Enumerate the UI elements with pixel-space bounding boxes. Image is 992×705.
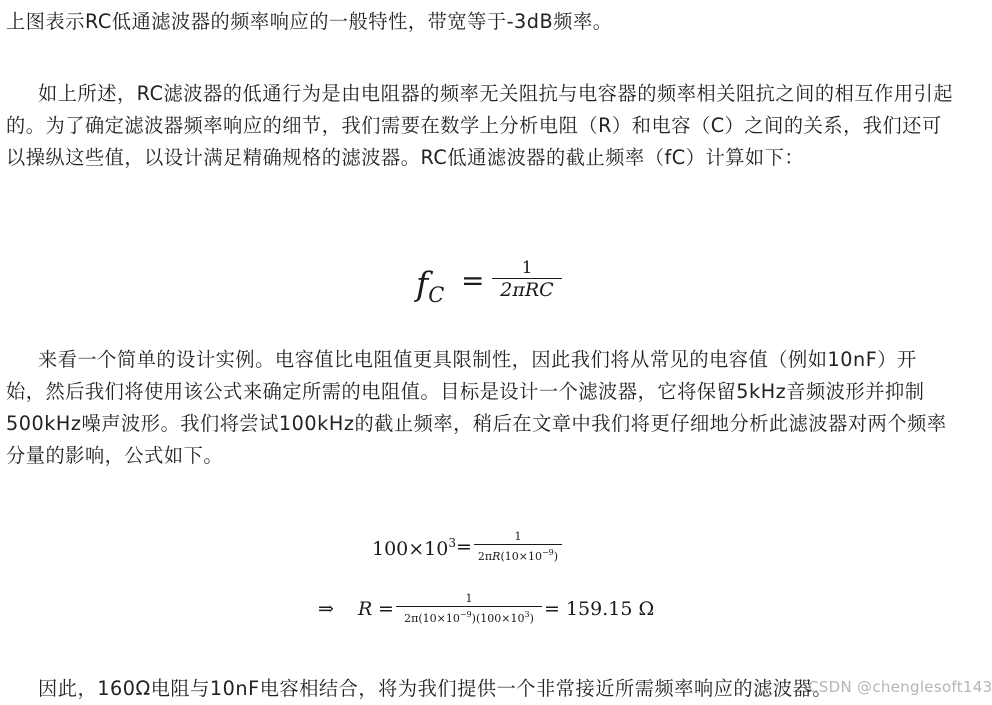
equation-lhs-base: 100×10	[372, 538, 449, 560]
denominator-open: (10×10	[500, 550, 542, 563]
formula-lhs-symbol: f	[416, 264, 429, 303]
formula-fraction	[492, 258, 562, 301]
formula-numerator: 1	[521, 258, 533, 278]
denominator-exponent: −9	[541, 548, 554, 557]
denominator-close: )	[529, 612, 534, 625]
formula-denominator: 2πRC	[500, 279, 554, 301]
result-numerator: 1	[465, 592, 473, 605]
result-value: = 159.15 Ω	[544, 598, 655, 620]
equation-numerator: 1	[514, 530, 522, 543]
equation-denominator	[474, 545, 562, 565]
denominator-exponent-2: 3	[524, 610, 530, 619]
result-equals: =	[378, 598, 394, 620]
denominator-prefix: 2π(10×10	[404, 612, 460, 625]
paragraph-intro: 上图表示RC低通滤波器的频率响应的一般特性，带宽等于-3dB频率。	[6, 10, 613, 33]
result-denominator	[396, 607, 542, 627]
denominator-middle: )(100×10	[471, 612, 525, 625]
paragraph-design-example: 来看一个简单的设计实例。电容值比电阻值更具限制性，因此我们将从常见的电容值（例如10nF）开始，然后我们将使用该公式来确定所需的电阻值。目标是设计一个滤波器，它将保留5kHz音频波形并抑制500kHz噪声波形。我们将尝试100kHz的截止频率，稍后在文章中我们将更仔细地分析此滤波器对两个频率分量的影响，公式如下。	[6, 348, 947, 467]
denominator-variable: R	[492, 550, 501, 563]
paragraph-rc-explanation: 如上所述，RC滤波器的低通行为是由电阻器的频率无关阻抗与电容器的频率相关阻抗之间的相互作用引起的。为了确定滤波器频率响应的细节，我们需要在数学上分析电阻（R）和电容（C）之间的关系，我们还可以操纵这些值，以设计满足精确规格的滤波器。RC低通滤波器的截止频率（fC）计算如下：	[6, 82, 954, 169]
formula-lhs-subscript: C	[428, 283, 445, 307]
equation-fraction	[474, 530, 562, 565]
paragraph-conclusion: 因此，160Ω电阻与10nF电容相结合，将为我们提供一个非常接近所需频率响应的滤波器。	[38, 677, 833, 700]
equation-equals: =	[456, 536, 472, 558]
result-variable: R	[358, 598, 373, 620]
denominator-prefix: 2π	[477, 550, 493, 563]
formula-equals: =	[461, 264, 485, 297]
denominator-exponent-1: −9	[459, 610, 472, 619]
result-fraction	[396, 592, 542, 627]
implies-arrow-icon: ⇒	[318, 598, 334, 620]
denominator-close: )	[553, 550, 559, 563]
equation-lhs-exponent: 3	[448, 536, 457, 550]
watermark: CSDN @chenglesoft143	[808, 678, 992, 696]
